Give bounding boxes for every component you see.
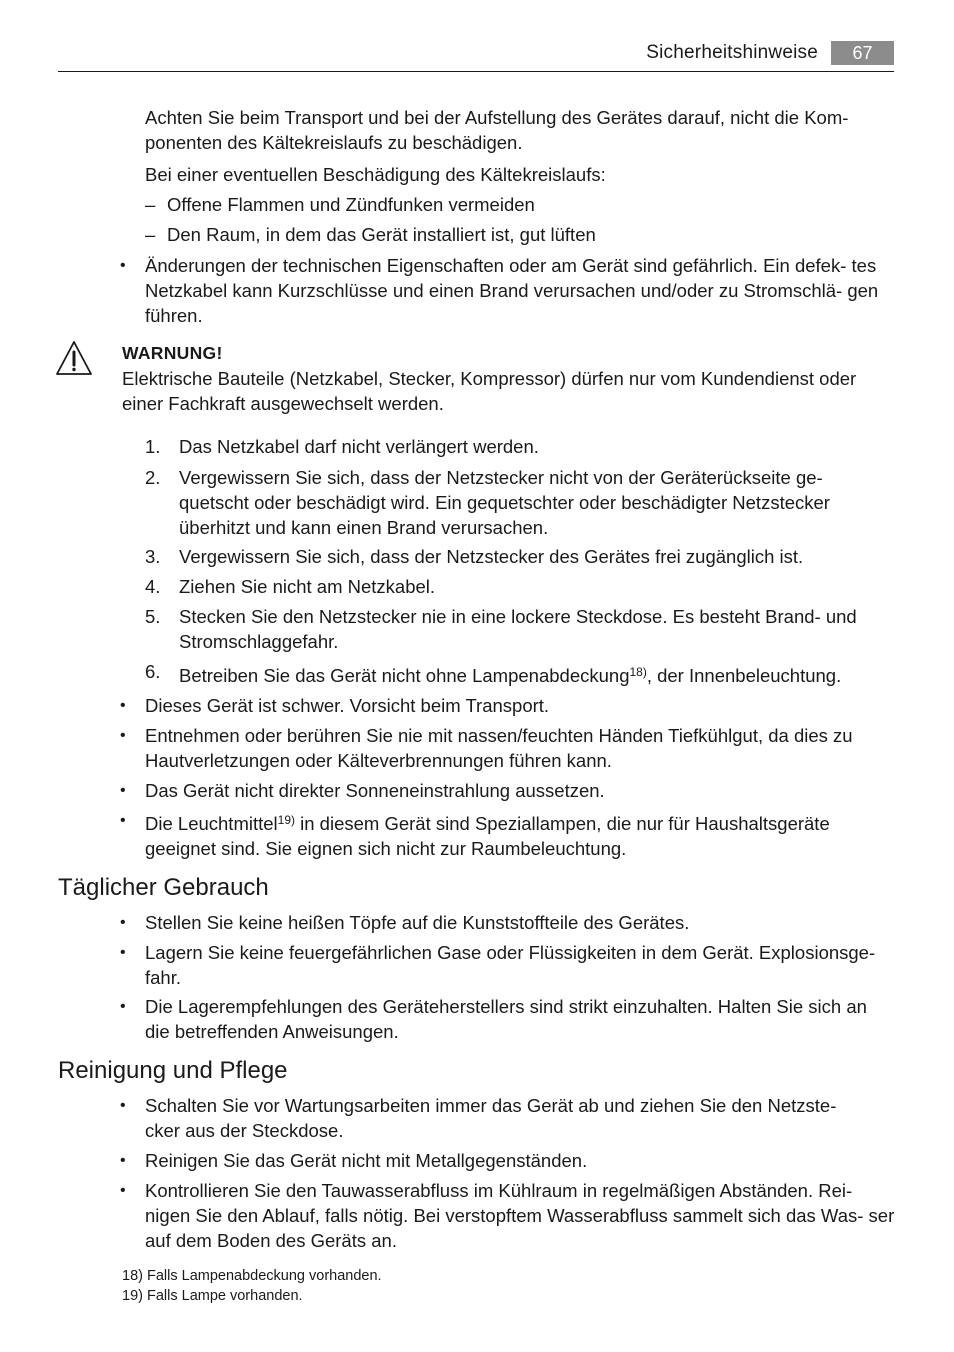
page-number: 67: [831, 41, 894, 65]
footnote: 19) Falls Lampe vorhanden.: [122, 1288, 303, 1304]
dash-marker: –: [145, 194, 156, 215]
bullet-item: • Lagern Sie keine feuergefährlichen Gase oder Flüssigkeiten in dem Gerät. Explosionsge- fahr.: [120, 942, 876, 988]
warning-title: WARNUNG!: [122, 343, 223, 363]
bullet-marker: •: [120, 914, 126, 931]
bullet-marker: •: [120, 1152, 126, 1169]
bullet-item: • Entnehmen oder berühren Sie nie mit nassen/feuchten Händen Tiefkühlgut, da dies zu Hautverletzungen oder Kälteverbrennungen führen kann.: [120, 725, 853, 771]
bullet-marker: •: [120, 257, 126, 274]
bullet-marker: •: [120, 998, 126, 1015]
section-heading-cleaning: Reinigung und Pflege: [58, 1057, 288, 1084]
intro-paragraph-2: Bei einer eventuellen Beschädigung des Kältekreislaufs:: [145, 164, 606, 185]
numbered-item: 5. Stecken Sie den Netzstecker nie in eine lockere Steckdose. Es besteht Brand- und Stromschlaggefahr.: [145, 606, 857, 652]
bullet-marker: •: [120, 944, 126, 961]
bullet-marker: •: [120, 782, 126, 799]
bullet-marker: •: [120, 697, 126, 714]
bullet-marker: •: [120, 727, 126, 744]
numbered-item: 2. Vergewissern Sie sich, dass der Netzstecker nicht von der Geräterückseite ge- quetscht oder beschädigt wird. Ein gequetschter oder beschädigter Netzstecker überhitzt und kann einen Brand verursachen.: [145, 467, 830, 538]
bullet-item: • Die Lagerempfehlungen des Geräteherstellers sind strikt einzuhalten. Halten Sie sich an die betreffenden Anweisungen.: [120, 996, 867, 1042]
bullet-item: • Schalten Sie vor Wartungsarbeiten immer das Gerät ab und ziehen Sie den Netzste- cker aus der Steckdose.: [120, 1095, 837, 1141]
intro-paragraph: Achten Sie beim Transport und bei der Aufstellung des Gerätes darauf, nicht die Kom- ponenten des Kältekreislaufs zu beschädigen.: [145, 107, 849, 153]
footnote-ref: 18): [629, 665, 647, 679]
footnote-ref: 19): [277, 813, 295, 827]
numbered-item: 6. Betreiben Sie das Gerät nicht ohne Lampenabdeckung$^{18)}$, der Innenbeleuchtung.: [145, 661, 842, 686]
bullet-item: • Kontrollieren Sie den Tauwasserabfluss im Kühlraum in regelmäßigen Abständen. Rei- nigen Sie den Ablauf, falls nötig. Bei verstopftem Wasserabfluss sammelt sich das Was- ser auf dem Boden des Geräts an.: [120, 1180, 895, 1251]
bullet-marker: •: [120, 1182, 126, 1199]
bullet-item: • Die Leuchtmittel$^{19)}$ in diesem Gerät sind Speziallampen, die nur für Haushaltsgeräte geeignet sind. Sie eignen sich nicht zur Raumbeleuchtung.: [120, 808, 896, 861]
bullet-marker: •: [120, 812, 126, 829]
warning-triangle-icon: [55, 340, 93, 376]
dash-marker: –: [145, 224, 156, 245]
numbered-item: 4. Ziehen Sie nicht am Netzkabel.: [145, 576, 436, 597]
bullet-item: • Änderungen der technischen Eigenschaften oder am Gerät sind gefährlich. Ein defek- tes Netzkabel kann Kurzschlüsse und einen Brand verursachen und/oder zu Stromschlä- gen führen.: [120, 255, 879, 326]
footnote: 18) Falls Lampenabdeckung vorhanden.: [122, 1268, 382, 1284]
bullet-item: • Stellen Sie keine heißen Töpfe auf die Kunststoffteile des Gerätes.: [120, 912, 690, 933]
bullet-item: • Das Gerät nicht direkter Sonneneinstrahlung aussetzen.: [120, 780, 605, 801]
bullet-marker: •: [120, 1097, 126, 1114]
page-header: [58, 40, 894, 72]
bullet-item: • Dieses Gerät ist schwer. Vorsicht beim Transport.: [120, 695, 550, 716]
numbered-item: 1. Das Netzkabel darf nicht verlängert werden.: [145, 436, 539, 457]
header-title: Sicherheitshinweise: [646, 42, 818, 63]
bullet-item: • Reinigen Sie das Gerät nicht mit Metallgegenständen.: [120, 1150, 588, 1171]
section-heading-daily-use: Täglicher Gebrauch: [58, 874, 269, 901]
warning-text: Elektrische Bauteile (Netzkabel, Stecker, Kompressor) dürfen nur vom Kundendienst oder einer Fachkraft ausgewechselt werden.: [122, 368, 857, 414]
numbered-item: 3. Vergewissern Sie sich, dass der Netzstecker des Gerätes frei zugänglich ist.: [145, 546, 804, 567]
